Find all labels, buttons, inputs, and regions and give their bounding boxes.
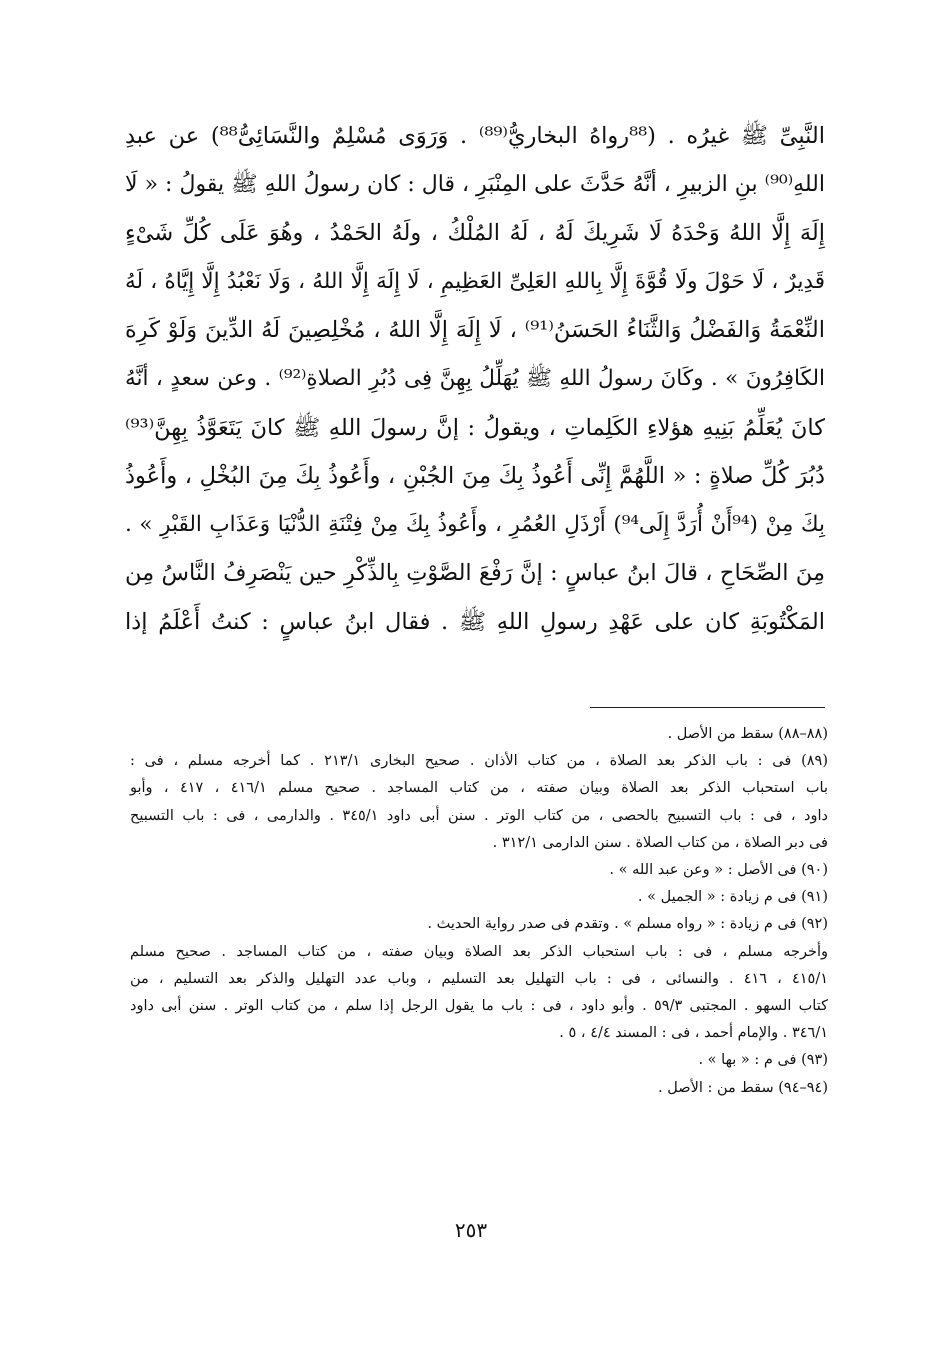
text-line: دُبُرَ كُلِّ صلاةٍ : « اللَّهُمَّ إِنِّى أَعُوذُ بِكَ مِنَ الجُبْنِ ، وأَعُوذُ بِكَ مِنَ البُخْلِ ، وأَعُوذُ <box>125 463 825 490</box>
text-line: اللهِ⁽⁹⁰⁾ بنِ الزبيرِ ، أنَّهُ حَدَّثَ على المِنْبَرِ ، قال : كان رسولُ اللهِ ﷺ يقولُ : « لَا <box>125 171 825 197</box>
footnote-line: (٨٨–٨٨) سقط من الأصل . <box>667 726 828 742</box>
footnote-line: ٤١٥/١ ، ٤١٦ . والنسائى ، فى : باب التهليل بعد التسليم ، وباب عدد التهليل والذكر بعد التسليم ، من <box>130 970 828 987</box>
text-line: كانَ يُعَلِّمُ بَنِيهِ هؤلاءِ الكَلِماتِ ، ويقولُ : إنَّ رسولَ اللهِ ﷺ كانَ يَتَعَوَّذُ بِهِنَّ⁽⁹³⁾ <box>125 414 825 441</box>
text-line: إِلَهَ إِلَّا اللهُ وَحْدَهُ لَا شَرِيكَ لَهُ ، لَهُ المُلْكُ ، ولَهُ الحَمْدُ ، وهُوَ عَلَى كُلِّ شَىْءٍ <box>125 220 825 247</box>
footnote-line: (٩٠) فى الأصل : « وعن عبد الله » . <box>609 862 828 879</box>
footnote-separator <box>590 707 825 708</box>
footnote-line: كتاب السهو . المجتبى ٥٩/٣ . وأبو داود ، فى : باب ما يقول الرجل إذا سلم ، من كتاب الوتر . سنن أبى داود <box>130 998 828 1015</box>
text-line: النِّعْمَةُ وَالفَضْلُ وَالثَّنَاءُ الحَسَنُ⁽⁹¹⁾ ، لَا إِلَهَ إِلَّا اللهُ ، مُخْلِصِينَ لَهُ الدِّينَ وَلَوْ كَرِهَ <box>125 317 825 344</box>
footnote-line: فى دبر الصلاة ، من كتاب الصلاة . سنن الدارمى ٣١٢/١ . <box>492 834 828 851</box>
footnote-line: ٣٤٦/١ . والإمام أحمد ، فى : المسند ٤/٤ ، ٥ . <box>559 1025 828 1042</box>
main-text <box>125 112 825 647</box>
footnote-line: (٩٢) فى م زيادة : « رواه مسلم » . وتقدم فى صدر رواية الحديث . <box>427 916 828 933</box>
text-line: قَدِيرٌ ، لَا حَوْلَ ولَا قُوَّةَ إِلَّا بِاللهِ العَلِىِّ العَظِيمِ ، لَا إِلَهَ إِلَّا اللهُ ، وَلَا نَعْبُدُ إِلَّا إِيَّاهُ ، لَهُ <box>125 268 825 294</box>
footnotes <box>130 721 828 1102</box>
text-line: النَّبِىِّ ﷺ غيرُه . (⁸⁸رواهُ البخاريُّ⁽⁸⁹⁾ . وَرَوَى مُسْلِمٌ والنَّسَائِىُّ⁸⁸) عن عبدِ <box>125 123 826 149</box>
text-line: مِنَ الصِّحَاحِ ، قالَ ابنُ عباسٍ : إنَّ رَفْعَ الصَّوْتِ بِالذِّكْرِ حين يَنْصَرِفُ النَّاسُ مِن <box>125 560 825 587</box>
footnote-line: باب استحباب الذكر بعد الصلاة وبيان صفته ، من كتاب المساجد . صحيح مسلم ٤١٦/١ ، ٤١٧ ، وأبو <box>130 780 828 797</box>
text-line: الكَافِرُونَ » . وكَانَ رسولُ اللهِ ﷺ يُهَلِّلُ بِهِنَّ فِى دُبُرِ الصلاةِ⁽⁹²⁾ . وعن سعدٍ ، أنَّهُ <box>125 365 825 391</box>
footnote-line: (٩١) فى م زيادة : « الجميل » . <box>637 889 828 906</box>
footnote-line: (٩٣) فى م : « بها » . <box>698 1052 828 1069</box>
footnote-line: داود ، فى : باب التسبيح بالحصى ، من كتاب الوتر . سنن أبى داود ٣٤٥/١ . والدارمى ، فى : باب التسبيح <box>130 807 828 824</box>
page-number: ٢٥٣ <box>454 1218 488 1242</box>
footnote-line: وأخرجه مسلم ، فى : باب استحباب الذكر بعد الصلاة وبيان صفته ، من كتاب المساجد . صحيح مسلم <box>130 943 828 960</box>
footnote-line: (٨٩) فى : باب الذكر بعد الصلاة ، من كتاب الأذان . صحيح البخارى ٢١٣/١ . كما أخرجه مسلم ، فى : <box>130 753 829 770</box>
footnote-line: (٩٤–٩٤) سقط من : الأصل . <box>658 1079 828 1096</box>
text-line: المَكْتُوبَةِ كان على عَهْدِ رسولِ اللهِ ﷺ . فقال ابنُ عباسٍ : كنتُ أَعْلَمُ إذا <box>125 608 825 635</box>
text-line: بِكَ مِنْ (⁹⁴أَنْ أُرَدَّ إِلَى⁹⁴) أَرْذَلِ العُمُرِ ، وأَعُوذُ بِكَ مِنْ فِتْنَةِ الدُّنْيَا وَعَذَابِ القَبْرِ » . <box>125 511 825 537</box>
